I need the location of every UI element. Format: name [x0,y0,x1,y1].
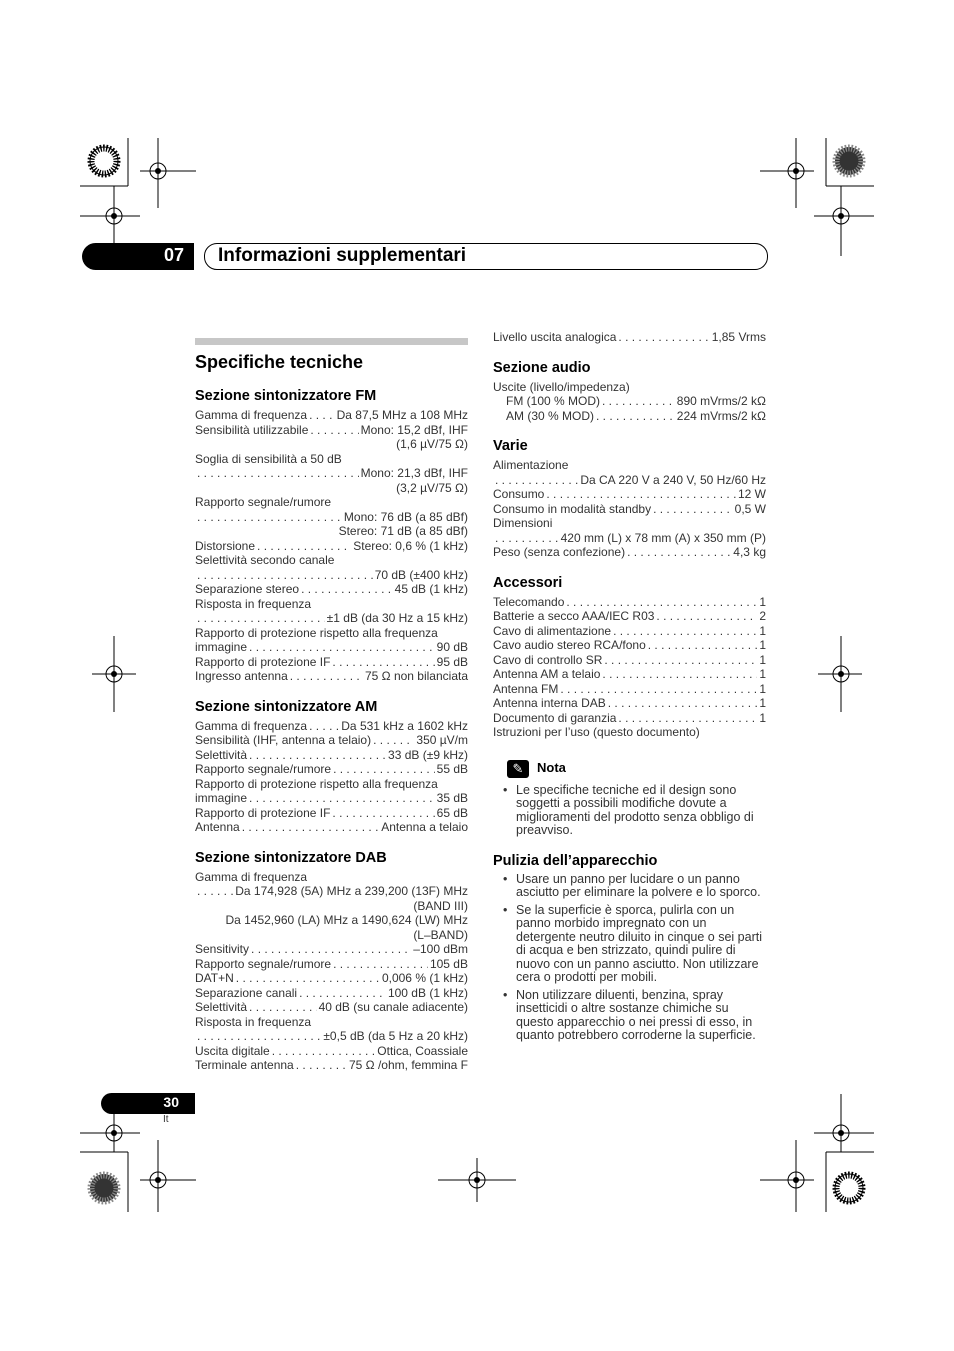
note-list [493,784,766,838]
chapter-title-box [204,243,768,270]
accessory-row: Istruzioni per l’uso (questo documento) [493,725,700,739]
pencil-icon: ✎ [507,760,529,778]
chapter-badge [82,243,194,270]
spec-row: Gamma di frequenza . . . Da 87,5 MHz a 108 MHz [195,408,468,423]
spec-row: Antenna . . . Antenna a telaio [195,820,468,835]
spec-label: Soglia di sensibilità a 50 dB [195,451,342,466]
accessory-row: Antenna interna DAB . . . 1 [493,696,766,711]
spec-row: Rapporto di protezione IF . . . 95 dB [195,655,468,670]
spec-label: Risposta in frequenza [195,1014,312,1029]
spec-row: Distorsione . . . Stereo: 0,6 % (1 kHz) [195,539,468,554]
left-column [195,338,468,1073]
chapter-title: Informazioni supplementari [218,245,467,266]
cleaning-list [493,873,766,1043]
spec-continuation: (3,2 µV/75 Ω) [396,480,468,495]
spec-continuation: (1,6 µV/75 Ω) [396,437,468,451]
accessory-row: Antenna AM a telaio . . . 1 [493,667,766,682]
spec-row: . . . Da CA 220 V a 240 V, 50 Hz/60 Hz [493,473,766,488]
accessory-row: Documento di garanzia . . . 1 [493,711,766,726]
pulizia-heading: Pulizia dell’apparecchio [493,852,658,869]
accessory-row: Cavo di controllo SR . . . 1 [493,653,766,668]
spec-row: AM (30 % MOD) . . . 224 mVrms/2 kΩ [493,409,766,424]
spec-row: Rapporto segnale/rumore . . . 105 dB [195,957,468,972]
spec-row: Separazione stereo . . . 45 dB (1 kHz) [195,582,468,597]
accessori-heading: Accessori [493,574,563,591]
spec-row: immagine . . . 35 dB [195,791,468,806]
spec-row: Sensibilità utilizzabile . . . Mono: 15,2 dBf, IHF [195,423,468,438]
section-rule [195,338,468,345]
spec-continuation: Stereo: 71 dB (a 85 dBf) [338,524,468,538]
spec-row: Terminale antenna . . . 75 Ω /ohm, femmina F [195,1058,468,1073]
spec-row: Peso (senza confezione) . . . 4,3 kg [493,545,766,560]
spec-continuation: (BAND III) [413,898,468,913]
section-title: Specifiche tecniche [195,352,364,372]
spec-row: Rapporto segnale/rumore . . . 55 dB [195,762,468,777]
note-item: • Le specifiche tecniche ed il design sono soggetti a possibili modifiche dovute a miglioramenti del prodotto senza obbligo di preavviso. [493,784,766,838]
spec-label: Rapporto di protezione rispetto alla frequenza [195,776,438,791]
spec-row: . . . ±1 dB (da 30 Hz a 15 kHz) [195,611,468,626]
spec-row: DAT+N . . . 0,006 % (1 kHz) [195,971,468,986]
accessory-row: Cavo audio stereo RCA/fono . . . 1 [493,638,766,653]
spec-row: Gamma di frequenza . . . Da 531 kHz a 1602 kHz [195,719,468,734]
spec-row: Consumo in modalità standby . . . 0,5 W [493,502,766,517]
spec-row: FM (100 % MOD) . . . 890 mVrms/2 kΩ [493,394,766,409]
spec-continuation: Da 1452,960 (LA) MHz a 1490,624 (LW) MHz [225,913,468,927]
dab-heading: Sezione sintonizzatore DAB [195,849,387,866]
spec-row: Ingresso antenna . . . 75 Ω non bilanciata [195,669,468,684]
spec-row: immagine . . . 90 dB [195,640,468,655]
fm-heading: Sezione sintonizzatore FM [195,388,377,404]
page-language: It [163,1114,169,1125]
page-number: 30 [163,1094,179,1110]
spec-row: Livello uscita analogica . . . 1,85 Vrms [493,330,766,345]
audio-heading: Sezione audio [493,359,591,376]
chapter-number: 07 [163,245,184,265]
am-heading: Sezione sintonizzatore AM [195,698,378,715]
accessory-row: Cavo di alimentazione . . . 1 [493,624,766,639]
cleaning-item: • Usare un panno per lucidare o un panno asciutto per eliminare la polvere e lo sporco. [493,873,766,900]
spec-row: Uscita digitale . . . Ottica, Coassiale [195,1044,468,1059]
cleaning-item: • Se la superficie è sporca, pulirla con un panno morbido impregnato con un detergente neutro diluito in cinque o sei parti di acqua e ben strizzato, quindi pulire di nuovo con un panno asciutto. Non utilizzare cera o prodotti per mobili. [493,904,766,985]
spec-row: . . . 70 dB (±400 kHz) [195,568,468,583]
varie-heading: Varie [493,438,528,454]
spec-label: Dimensioni [493,516,553,530]
spec-row: . . . Mono: 76 dB (a 85 dBf) [195,510,468,525]
page-number-badge [101,1093,195,1114]
spec-label: Gamma di frequenza [195,869,308,884]
spec-label: Rapporto segnale/rumore [195,495,332,509]
spec-label: Selettività secondo canale [195,553,335,567]
cleaning-item: • Non utilizzare diluenti, benzina, spray insetticidi o altre sostanze chimiche su questo apparecchio o nei pressi di esso, in quanto potrebbero corroderne la superficie. [493,989,766,1043]
spec-row: Sensitivity . . . –100 dBm [195,942,468,957]
spec-row: Rapporto di protezione IF . . . 65 dB [195,806,468,821]
spec-label: Alimentazione [493,458,569,472]
spec-row: . . . Da 174,928 (5A) MHz a 239,200 (13F) MHz [195,884,468,899]
spec-label: Risposta in frequenza [195,596,312,611]
note-header [507,760,766,778]
accessory-row: Telecomando . . . 1 [493,595,766,610]
spec-row: Selettività . . . 33 dB (±9 kHz) [195,748,468,763]
spec-row: Sensibilità (IHF, antenna a telaio) . . . 350 µV/m [195,733,468,748]
accessory-row: Antenna FM . . . 1 [493,682,766,697]
spec-row: Separazione canali . . . 100 dB (1 kHz) [195,986,468,1001]
note-title: Nota [537,760,566,776]
spec-row: . . . Mono: 21,3 dBf, IHF [195,466,468,481]
spec-continuation: (L–BAND) [413,927,468,942]
right-column [493,330,766,1047]
spec-row: . . . 420 mm (L) x 78 mm (A) x 350 mm (P) [493,531,766,546]
spec-label: Rapporto di protezione rispetto alla frequenza [195,625,438,640]
spec-row: Consumo . . . 12 W [493,487,766,502]
spec-label: Uscite (livello/impedenza) [493,379,630,394]
spec-row: . . . ±0,5 dB (da 5 Hz a 20 kHz) [195,1029,468,1044]
accessory-row: Batterie a secco AAA/IEC R03 . . . 2 [493,609,766,624]
spec-row: Selettività . . . 40 dB (su canale adiacente) [195,1000,468,1015]
